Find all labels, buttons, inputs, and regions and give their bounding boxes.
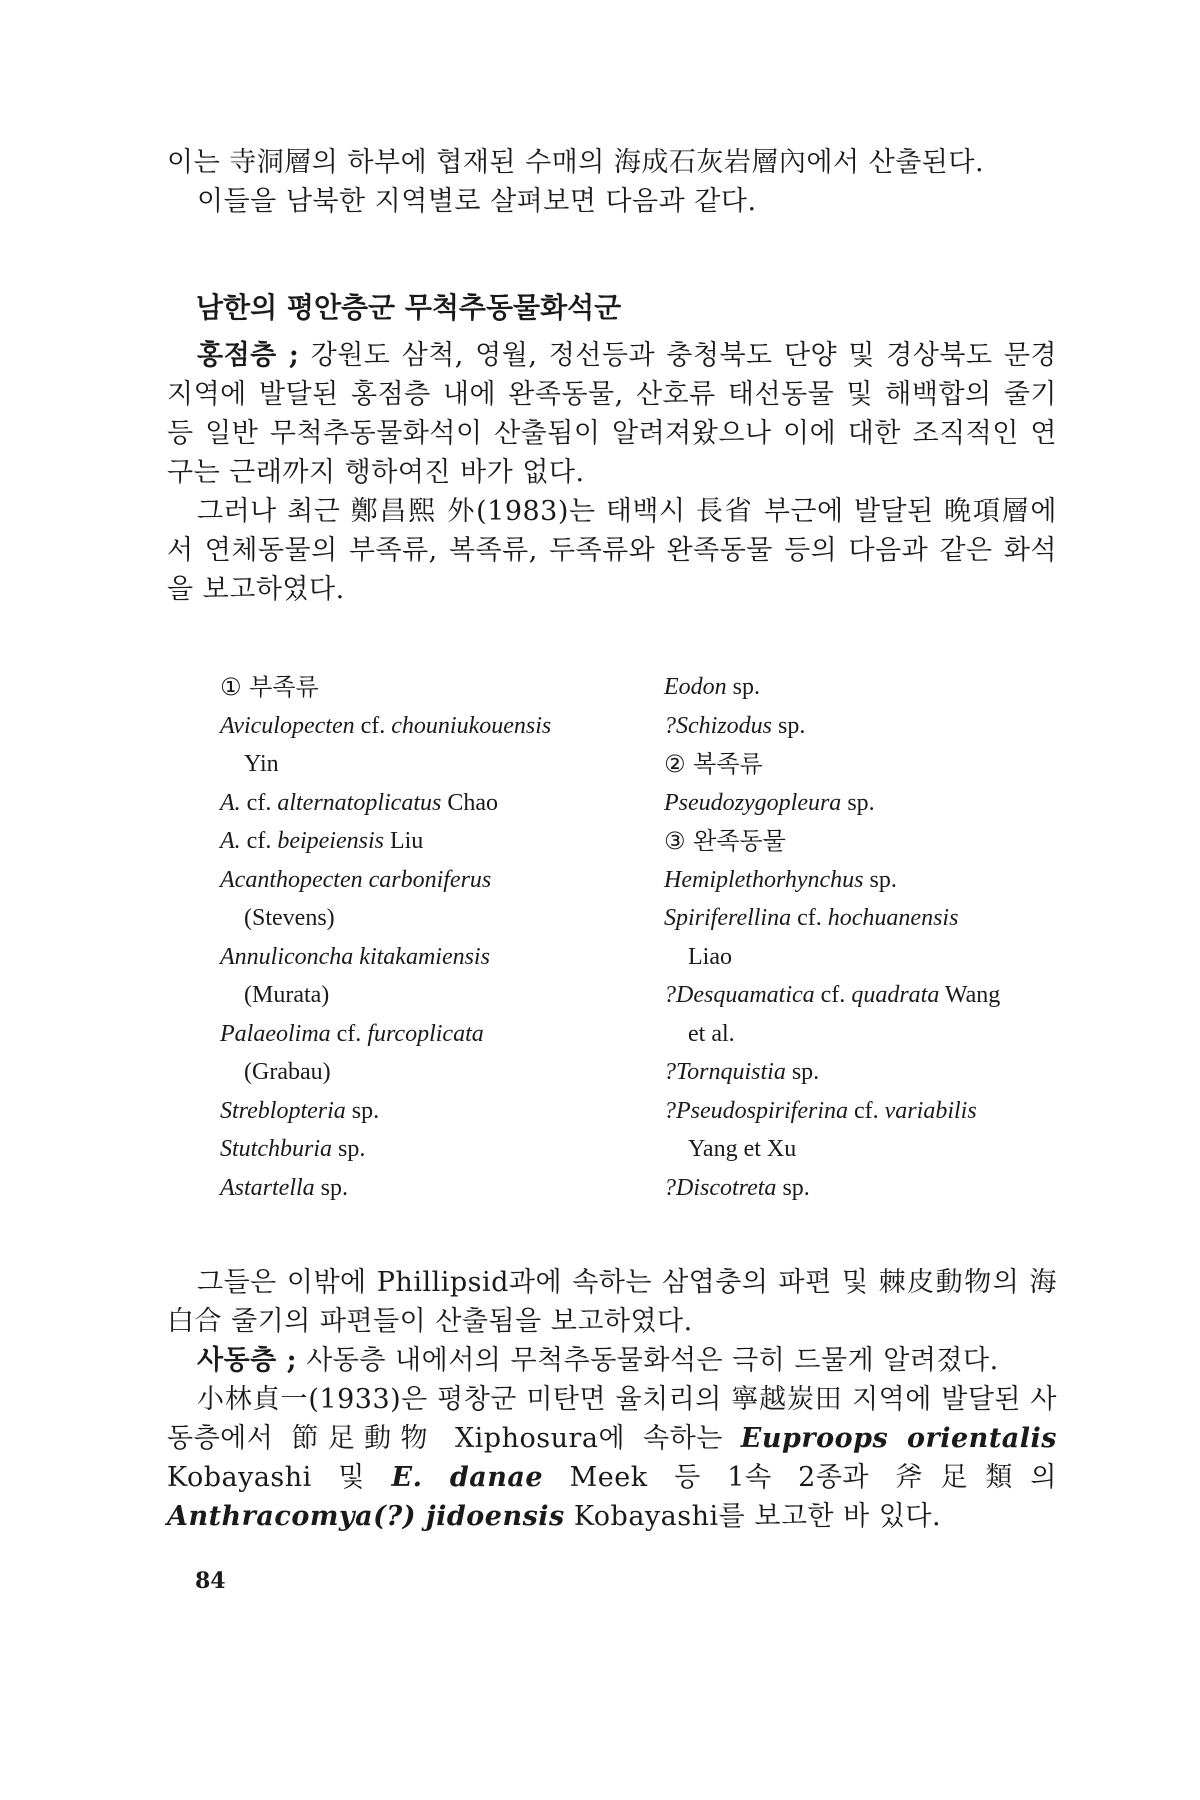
species-name: Acanthopecten carboniferus	[220, 866, 492, 893]
species-qualifier: Chao	[441, 789, 498, 816]
species-name: alternatoplicatus	[277, 789, 442, 816]
species-entry	[664, 899, 1064, 938]
species-name: hochuanensis	[827, 905, 959, 931]
species-entry	[664, 707, 1064, 746]
species-entry	[664, 668, 1064, 707]
species-name: Streblopteria	[220, 1097, 346, 1124]
author-continuation: (Murata)	[244, 982, 330, 1008]
species-qualifier: sp.	[726, 674, 761, 700]
taxon-group-heading: ② 복족류	[664, 750, 763, 778]
species-qualifier: sp.	[776, 1174, 810, 1201]
species-name: quadrata	[851, 982, 940, 1008]
author-continuation: Yin	[244, 751, 279, 777]
species-qualifier: sp.	[863, 866, 897, 893]
fossil-list-right	[664, 668, 1064, 1207]
species-name: ?Desquamatica	[664, 982, 815, 1008]
species-danae: E. danae	[391, 1462, 544, 1493]
author-continuation: Liao	[688, 943, 732, 970]
hongjeom-text: 강원도 삼척, 영월, 정선등과 충청북도 단양 및 경상북도 문경지역에 발달된 홍점층 내에 완족동물, 산호류 태선동물 및 해백합의 줄기 등 일반 무척추동물화석이 산출됨이 알려져왔으나 이에 대한 조직적인 연구는 근래까지 행하여진 바가 없다.	[167, 340, 1058, 488]
species-qualifier: sp.	[785, 1059, 820, 1085]
kobayashi-part1: 小林貞一(1933)은 평창군 미탄면 율치리의 寧越炭田 지역에 발달된 사동층에서 節足動物 Xiphosura에 속하는	[167, 1384, 1057, 1454]
species-qualifier: cf.	[848, 1097, 885, 1124]
author-continuation: et al.	[688, 1020, 735, 1047]
species-name: A.	[220, 828, 241, 854]
species-entry	[220, 707, 620, 746]
species-entry	[220, 1169, 620, 1208]
hongjeom-section	[167, 336, 1057, 609]
fossil-list-left	[220, 668, 620, 1207]
taxon-group-heading: ③ 완족동물	[664, 827, 786, 855]
species-entry	[220, 822, 620, 861]
taxon-group-heading: ① 부족류	[220, 673, 319, 701]
species-name: ?Discotreta	[664, 1174, 777, 1201]
hongjeom-paragraph	[167, 336, 1057, 492]
species-name: beipeiensis	[277, 828, 384, 854]
species-qualifier: sp.	[332, 1136, 366, 1162]
species-name: furcoplicata	[367, 1020, 484, 1047]
species-qualifier: cf.	[240, 789, 278, 816]
species-name: Eodon	[664, 674, 727, 700]
species-qualifier: cf.	[240, 828, 278, 854]
author-continuation: (Grabau)	[244, 1059, 331, 1085]
kobayashi-paragraph	[167, 1380, 1057, 1536]
page-number: 84	[195, 1568, 226, 1594]
species-euproops: Euproops orientalis	[740, 1423, 1057, 1454]
author-continuation: Yang et Xu	[688, 1136, 797, 1162]
species-qualifier: sp.	[345, 1097, 380, 1124]
species-entry	[220, 1015, 620, 1054]
kobayashi-part4: Kobayashi를 보고한 바 있다.	[564, 1501, 942, 1532]
recent-paragraph: 그러나 최근 鄭昌熙 外(1983)는 태백시 長省 부근에 발달된 晩項層에서 연체동물의 부족류, 복족류, 두족류와 완족동물 등의 다음과 같은 화석을 보고하였다.	[167, 496, 1057, 605]
species-entry	[664, 861, 1064, 900]
species-entry	[220, 1092, 620, 1131]
species-qualifier: sp.	[314, 1174, 349, 1201]
species-entry	[664, 1053, 1064, 1092]
species-entry	[664, 976, 1064, 1015]
species-name: Stutchburia	[220, 1136, 332, 1162]
species-name: Annuliconcha kitakamiensis	[220, 943, 490, 970]
section-heading: 남한의 평안층군 무척추동물화석군	[196, 291, 622, 324]
species-anthracomya: Anthracomya(?) jidoensis	[167, 1501, 565, 1532]
species-name: ?Pseudospiriferina	[664, 1097, 848, 1124]
species-entry	[664, 1169, 1064, 1208]
species-entry	[220, 938, 620, 977]
after-list-paragraph: 그들은 이밖에 Phillipsid과에 속하는 삼엽충의 파편 및 棘皮動物의 海白合 줄기의 파편들이 산출됨을 보고하였다.	[167, 1267, 1057, 1337]
intro-paragraph	[167, 143, 1057, 221]
species-qualifier: cf.	[814, 982, 852, 1008]
sadong-label: 사동층 ;	[197, 1345, 298, 1376]
author-continuation: (Stevens)	[244, 905, 335, 931]
species-name: Hemiplethorhynchus	[664, 866, 864, 893]
species-entry	[220, 1130, 620, 1169]
species-entry	[664, 1092, 1064, 1131]
species-qualifier: cf.	[791, 905, 828, 931]
species-name: Aviculopecten	[220, 712, 355, 739]
kobayashi-part3: Meek 등 1속 2종과 斧足類의	[543, 1462, 1057, 1493]
species-entry	[220, 784, 620, 823]
intro-line-2: 이들을 남북한 지역별로 살펴보면 다음과 같다.	[197, 186, 757, 217]
species-entry	[220, 861, 620, 900]
species-name: Palaeolima	[220, 1020, 331, 1047]
species-name: ?Tornquistia	[664, 1059, 786, 1085]
species-qualifier: sp.	[772, 712, 806, 739]
hongjeom-label: 홍점층 ;	[197, 340, 300, 371]
species-name: A.	[220, 789, 241, 816]
species-name: Spiriferellina	[664, 905, 792, 931]
species-name: chouniukouensis	[391, 712, 552, 739]
species-qualifier: sp.	[841, 789, 875, 816]
species-name: variabilis	[884, 1097, 977, 1124]
species-qualifier: cf.	[354, 712, 392, 739]
kobayashi-part2: Kobayashi 및	[167, 1462, 392, 1493]
species-qualifier: cf.	[330, 1020, 368, 1047]
intro-line-1: 이는 寺洞層의 하부에 협재된 수매의 海成石灰岩層內에서 산출된다.	[167, 147, 985, 178]
species-name: ?Schizodus	[664, 712, 772, 739]
sadong-text: 사동층 내에서의 무척추동물화석은 극히 드물게 알려졌다.	[297, 1345, 999, 1376]
species-name: Astartella	[220, 1174, 315, 1201]
species-qualifier: Liu	[383, 828, 424, 854]
sadong-paragraph	[167, 1341, 1057, 1380]
species-qualifier: Wang	[939, 982, 1001, 1008]
closing-section	[167, 1263, 1057, 1536]
species-name: Pseudozygopleura	[664, 789, 842, 816]
species-entry	[664, 784, 1064, 823]
